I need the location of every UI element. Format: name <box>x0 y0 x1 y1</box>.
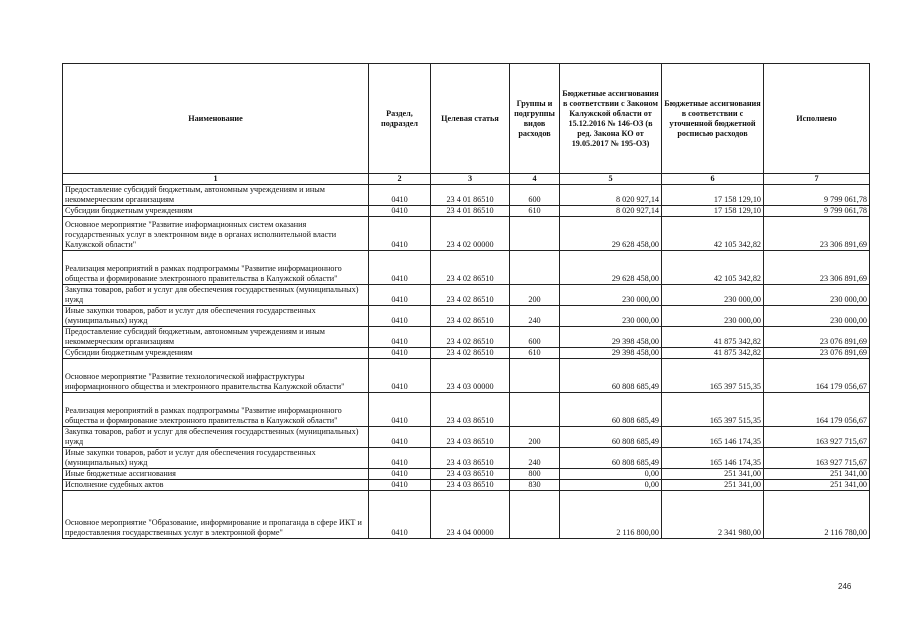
header-name: Наименование <box>63 64 369 174</box>
header-executed: Исполнено <box>764 64 870 174</box>
row-executed: 23 076 891,69 <box>764 348 870 359</box>
row-law-allocation: 29 398 458,00 <box>560 327 662 348</box>
row-target: 23 4 04 00000 <box>431 491 510 539</box>
row-law-allocation: 29 628 458,00 <box>560 251 662 285</box>
row-refined-allocation: 42 105 342,82 <box>662 251 764 285</box>
row-target: 23 4 01 86510 <box>431 206 510 217</box>
row-law-allocation: 230 000,00 <box>560 306 662 327</box>
row-refined-allocation: 17 158 129,10 <box>662 185 764 206</box>
budget-table <box>62 63 870 539</box>
row-refined-allocation: 165 146 174,35 <box>662 448 764 469</box>
row-refined-allocation: 2 341 980,00 <box>662 491 764 539</box>
row-expense-group: 600 <box>510 185 560 206</box>
row-target: 23 4 02 86510 <box>431 251 510 285</box>
row-refined-allocation: 230 000,00 <box>662 306 764 327</box>
row-section: 0410 <box>369 306 431 327</box>
table-row <box>63 327 870 348</box>
row-expense-group <box>510 491 560 539</box>
row-refined-allocation: 165 397 515,35 <box>662 359 764 393</box>
row-refined-allocation: 42 105 342,82 <box>662 217 764 251</box>
row-section: 0410 <box>369 206 431 217</box>
table-row <box>63 469 870 480</box>
row-expense-group <box>510 359 560 393</box>
row-name: Предоставление субсидий бюджетным, автономным учреждениям и иным некоммерческим организациям <box>63 185 369 206</box>
row-refined-allocation: 251 341,00 <box>662 480 764 491</box>
table-row <box>63 393 870 427</box>
table-row <box>63 448 870 469</box>
column-number: 3 <box>431 174 510 185</box>
row-law-allocation: 29 398 458,00 <box>560 348 662 359</box>
row-section: 0410 <box>369 327 431 348</box>
row-executed: 9 799 061,78 <box>764 206 870 217</box>
column-number: 2 <box>369 174 431 185</box>
column-number: 1 <box>63 174 369 185</box>
header-section: Раздел, подраздел <box>369 64 431 174</box>
row-refined-allocation: 230 000,00 <box>662 285 764 306</box>
row-name: Субсидии бюджетным учреждениям <box>63 206 369 217</box>
row-expense-group: 240 <box>510 448 560 469</box>
table-row <box>63 285 870 306</box>
column-number: 7 <box>764 174 870 185</box>
column-number: 4 <box>510 174 560 185</box>
table-row <box>63 348 870 359</box>
row-section: 0410 <box>369 185 431 206</box>
row-section: 0410 <box>369 251 431 285</box>
row-target: 23 4 03 00000 <box>431 359 510 393</box>
row-executed: 164 179 056,67 <box>764 359 870 393</box>
row-expense-group: 240 <box>510 306 560 327</box>
row-law-allocation: 0,00 <box>560 469 662 480</box>
header-refined-allocation: Бюджетные ассигнования в соответствии с уточненной бюджетной росписью расходов <box>662 64 764 174</box>
row-section: 0410 <box>369 448 431 469</box>
row-law-allocation: 0,00 <box>560 480 662 491</box>
row-executed: 9 799 061,78 <box>764 185 870 206</box>
row-section: 0410 <box>369 491 431 539</box>
row-expense-group: 610 <box>510 348 560 359</box>
row-target: 23 4 01 86510 <box>431 185 510 206</box>
row-name: Реализация мероприятий в рамках подпрограммы "Развитие информационного общества и формирование электронного правительства в Калужской области" <box>63 393 369 427</box>
table-row <box>63 427 870 448</box>
row-refined-allocation: 251 341,00 <box>662 469 764 480</box>
row-target: 23 4 02 86510 <box>431 306 510 327</box>
table-row <box>63 480 870 491</box>
row-name: Иные закупки товаров, работ и услуг для обеспечения государственных (муниципальных) нужд <box>63 448 369 469</box>
row-name: Иные бюджетные ассигнования <box>63 469 369 480</box>
row-expense-group: 610 <box>510 206 560 217</box>
page-number: 246 <box>838 582 852 591</box>
row-section: 0410 <box>369 359 431 393</box>
row-target: 23 4 02 00000 <box>431 217 510 251</box>
row-expense-group: 200 <box>510 285 560 306</box>
row-name: Закупка товаров, работ и услуг для обеспечения государственных (муниципальных) нужд <box>63 427 369 448</box>
row-executed: 251 341,00 <box>764 480 870 491</box>
row-executed: 23 306 891,69 <box>764 217 870 251</box>
row-section: 0410 <box>369 480 431 491</box>
row-refined-allocation: 165 146 174,35 <box>662 427 764 448</box>
row-section: 0410 <box>369 348 431 359</box>
header-row <box>63 64 870 174</box>
column-number: 5 <box>560 174 662 185</box>
table-row <box>63 359 870 393</box>
table-row <box>63 306 870 327</box>
row-name: Основное мероприятие "Развитие технологической инфраструктуры информационного общества и электронного правительства Калужской области" <box>63 359 369 393</box>
row-section: 0410 <box>369 469 431 480</box>
row-name: Предоставление субсидий бюджетным, автономным учреждениям и иным некоммерческим организациям <box>63 327 369 348</box>
row-refined-allocation: 165 397 515,35 <box>662 393 764 427</box>
row-refined-allocation: 41 875 342,82 <box>662 348 764 359</box>
row-name: Реализация мероприятий в рамках подпрограммы "Развитие информационного общества и формирование электронного правительства в Калужской области" <box>63 251 369 285</box>
row-refined-allocation: 17 158 129,10 <box>662 206 764 217</box>
row-executed: 163 927 715,67 <box>764 427 870 448</box>
row-name: Основное мероприятие "Развитие информационных систем оказания государственных услуг в электронном виде в органах исполнительной власти Калужской области" <box>63 217 369 251</box>
row-law-allocation: 8 020 927,14 <box>560 206 662 217</box>
table-row <box>63 185 870 206</box>
row-expense-group: 600 <box>510 327 560 348</box>
row-expense-group: 200 <box>510 427 560 448</box>
row-section: 0410 <box>369 285 431 306</box>
row-refined-allocation: 41 875 342,82 <box>662 327 764 348</box>
row-executed: 23 076 891,69 <box>764 327 870 348</box>
row-executed: 251 341,00 <box>764 469 870 480</box>
row-section: 0410 <box>369 217 431 251</box>
row-executed: 23 306 891,69 <box>764 251 870 285</box>
row-executed: 230 000,00 <box>764 285 870 306</box>
row-expense-group: 830 <box>510 480 560 491</box>
row-target: 23 4 03 86510 <box>431 448 510 469</box>
row-target: 23 4 02 86510 <box>431 348 510 359</box>
row-name: Основное мероприятие "Образование, информирование и пропаганда в сфере ИКТ и предоставления государственных услуг в электронной форме" <box>63 491 369 539</box>
row-executed: 163 927 715,67 <box>764 448 870 469</box>
row-law-allocation: 60 808 685,49 <box>560 448 662 469</box>
row-expense-group: 800 <box>510 469 560 480</box>
row-executed: 2 116 780,00 <box>764 491 870 539</box>
row-name: Исполнение судебных актов <box>63 480 369 491</box>
row-law-allocation: 60 808 685,49 <box>560 359 662 393</box>
row-target: 23 4 02 86510 <box>431 285 510 306</box>
row-law-allocation: 29 628 458,00 <box>560 217 662 251</box>
column-number-row <box>63 174 870 185</box>
table-row <box>63 491 870 539</box>
row-section: 0410 <box>369 393 431 427</box>
row-name: Иные закупки товаров, работ и услуг для обеспечения государственных (муниципальных) нужд <box>63 306 369 327</box>
header-law-allocation: Бюджетные ассигнования в соответствии с Законом Калужской области от 15.12.2016 № 146-ОЗ (в ред. Закона КО от 19.05.2017 № 195-ОЗ) <box>560 64 662 174</box>
row-law-allocation: 2 116 800,00 <box>560 491 662 539</box>
row-law-allocation: 230 000,00 <box>560 285 662 306</box>
row-target: 23 4 03 86510 <box>431 393 510 427</box>
row-target: 23 4 02 86510 <box>431 327 510 348</box>
row-executed: 164 179 056,67 <box>764 393 870 427</box>
row-law-allocation: 60 808 685,49 <box>560 427 662 448</box>
column-number: 6 <box>662 174 764 185</box>
row-law-allocation: 8 020 927,14 <box>560 185 662 206</box>
row-expense-group <box>510 217 560 251</box>
header-target: Целевая статья <box>431 64 510 174</box>
table-row <box>63 206 870 217</box>
row-expense-group <box>510 251 560 285</box>
header-expense-group: Группы и подгруппы видов расходов <box>510 64 560 174</box>
row-target: 23 4 03 86510 <box>431 480 510 491</box>
row-target: 23 4 03 86510 <box>431 427 510 448</box>
row-section: 0410 <box>369 427 431 448</box>
row-target: 23 4 03 86510 <box>431 469 510 480</box>
row-law-allocation: 60 808 685,49 <box>560 393 662 427</box>
row-executed: 230 000,00 <box>764 306 870 327</box>
table-row <box>63 217 870 251</box>
row-name: Закупка товаров, работ и услуг для обеспечения государственных (муниципальных) нужд <box>63 285 369 306</box>
table-row <box>63 251 870 285</box>
row-name: Субсидии бюджетным учреждениям <box>63 348 369 359</box>
row-expense-group <box>510 393 560 427</box>
